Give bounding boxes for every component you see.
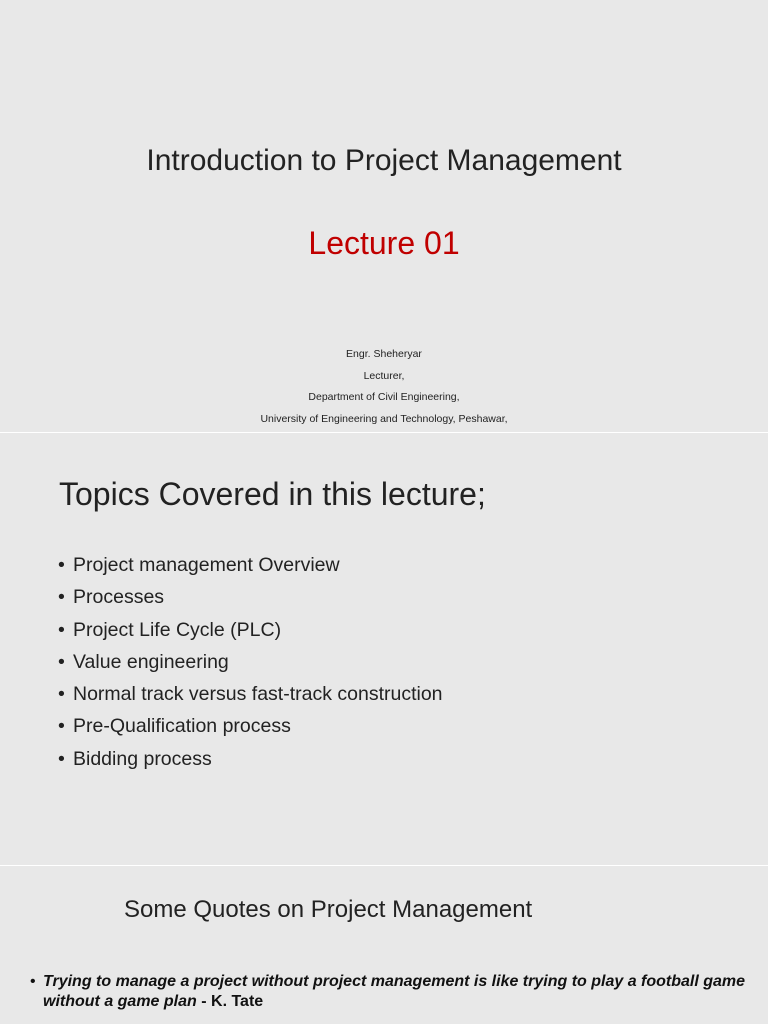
list-item	[58, 646, 443, 678]
bullet-icon: •	[58, 618, 65, 641]
list-item-text: Project management Overview	[73, 554, 340, 576]
list-item	[58, 581, 443, 613]
slide-topics	[0, 433, 768, 865]
bullet-icon: •	[58, 586, 65, 609]
slide-title-heading: Introduction to Project Management	[146, 144, 622, 177]
list-item-text: Value engineering	[73, 650, 229, 673]
lecture-number: Lecture 01	[308, 225, 460, 261]
topics-heading: Topics Covered in this lecture;	[59, 476, 486, 512]
list-item	[58, 710, 443, 742]
author-department: Department of Civil Engineering,	[308, 391, 460, 404]
bullet-icon: •	[58, 715, 65, 738]
list-item-text: Project Life Cycle (PLC)	[73, 618, 282, 641]
quote-author: - K. Tate	[196, 993, 264, 1010]
bullet-icon: •	[58, 747, 65, 770]
author-block	[0, 344, 768, 431]
bullet-icon: •	[30, 973, 36, 990]
topics-list	[58, 549, 443, 775]
slide-title	[0, 0, 768, 432]
list-item-text: Pre-Qualification process	[73, 715, 291, 738]
list-item	[58, 743, 443, 775]
quotes-heading: Some Quotes on Project Management	[124, 896, 533, 923]
quote-body	[43, 972, 750, 1012]
slide-quotes	[0, 866, 768, 1024]
list-item	[58, 549, 443, 581]
quote-item	[30, 972, 750, 1012]
list-item	[58, 678, 443, 710]
list-item	[58, 614, 443, 646]
bullet-icon: •	[58, 683, 65, 706]
author-position: Lecturer,	[363, 369, 405, 382]
quote-text: Trying to manage a project without project management is like trying to play a football game without a game plan	[43, 973, 746, 1010]
list-item-text: Normal track versus fast-track construction	[73, 683, 443, 706]
list-item-text: Bidding process	[73, 747, 212, 770]
author-university: University of Engineering and Technology, Peshawar,	[260, 413, 508, 426]
list-item-text: Processes	[73, 586, 165, 609]
bullet-icon: •	[58, 554, 65, 576]
bullet-icon: •	[58, 650, 65, 673]
author-name: Engr. Sheheryar	[346, 348, 422, 360]
